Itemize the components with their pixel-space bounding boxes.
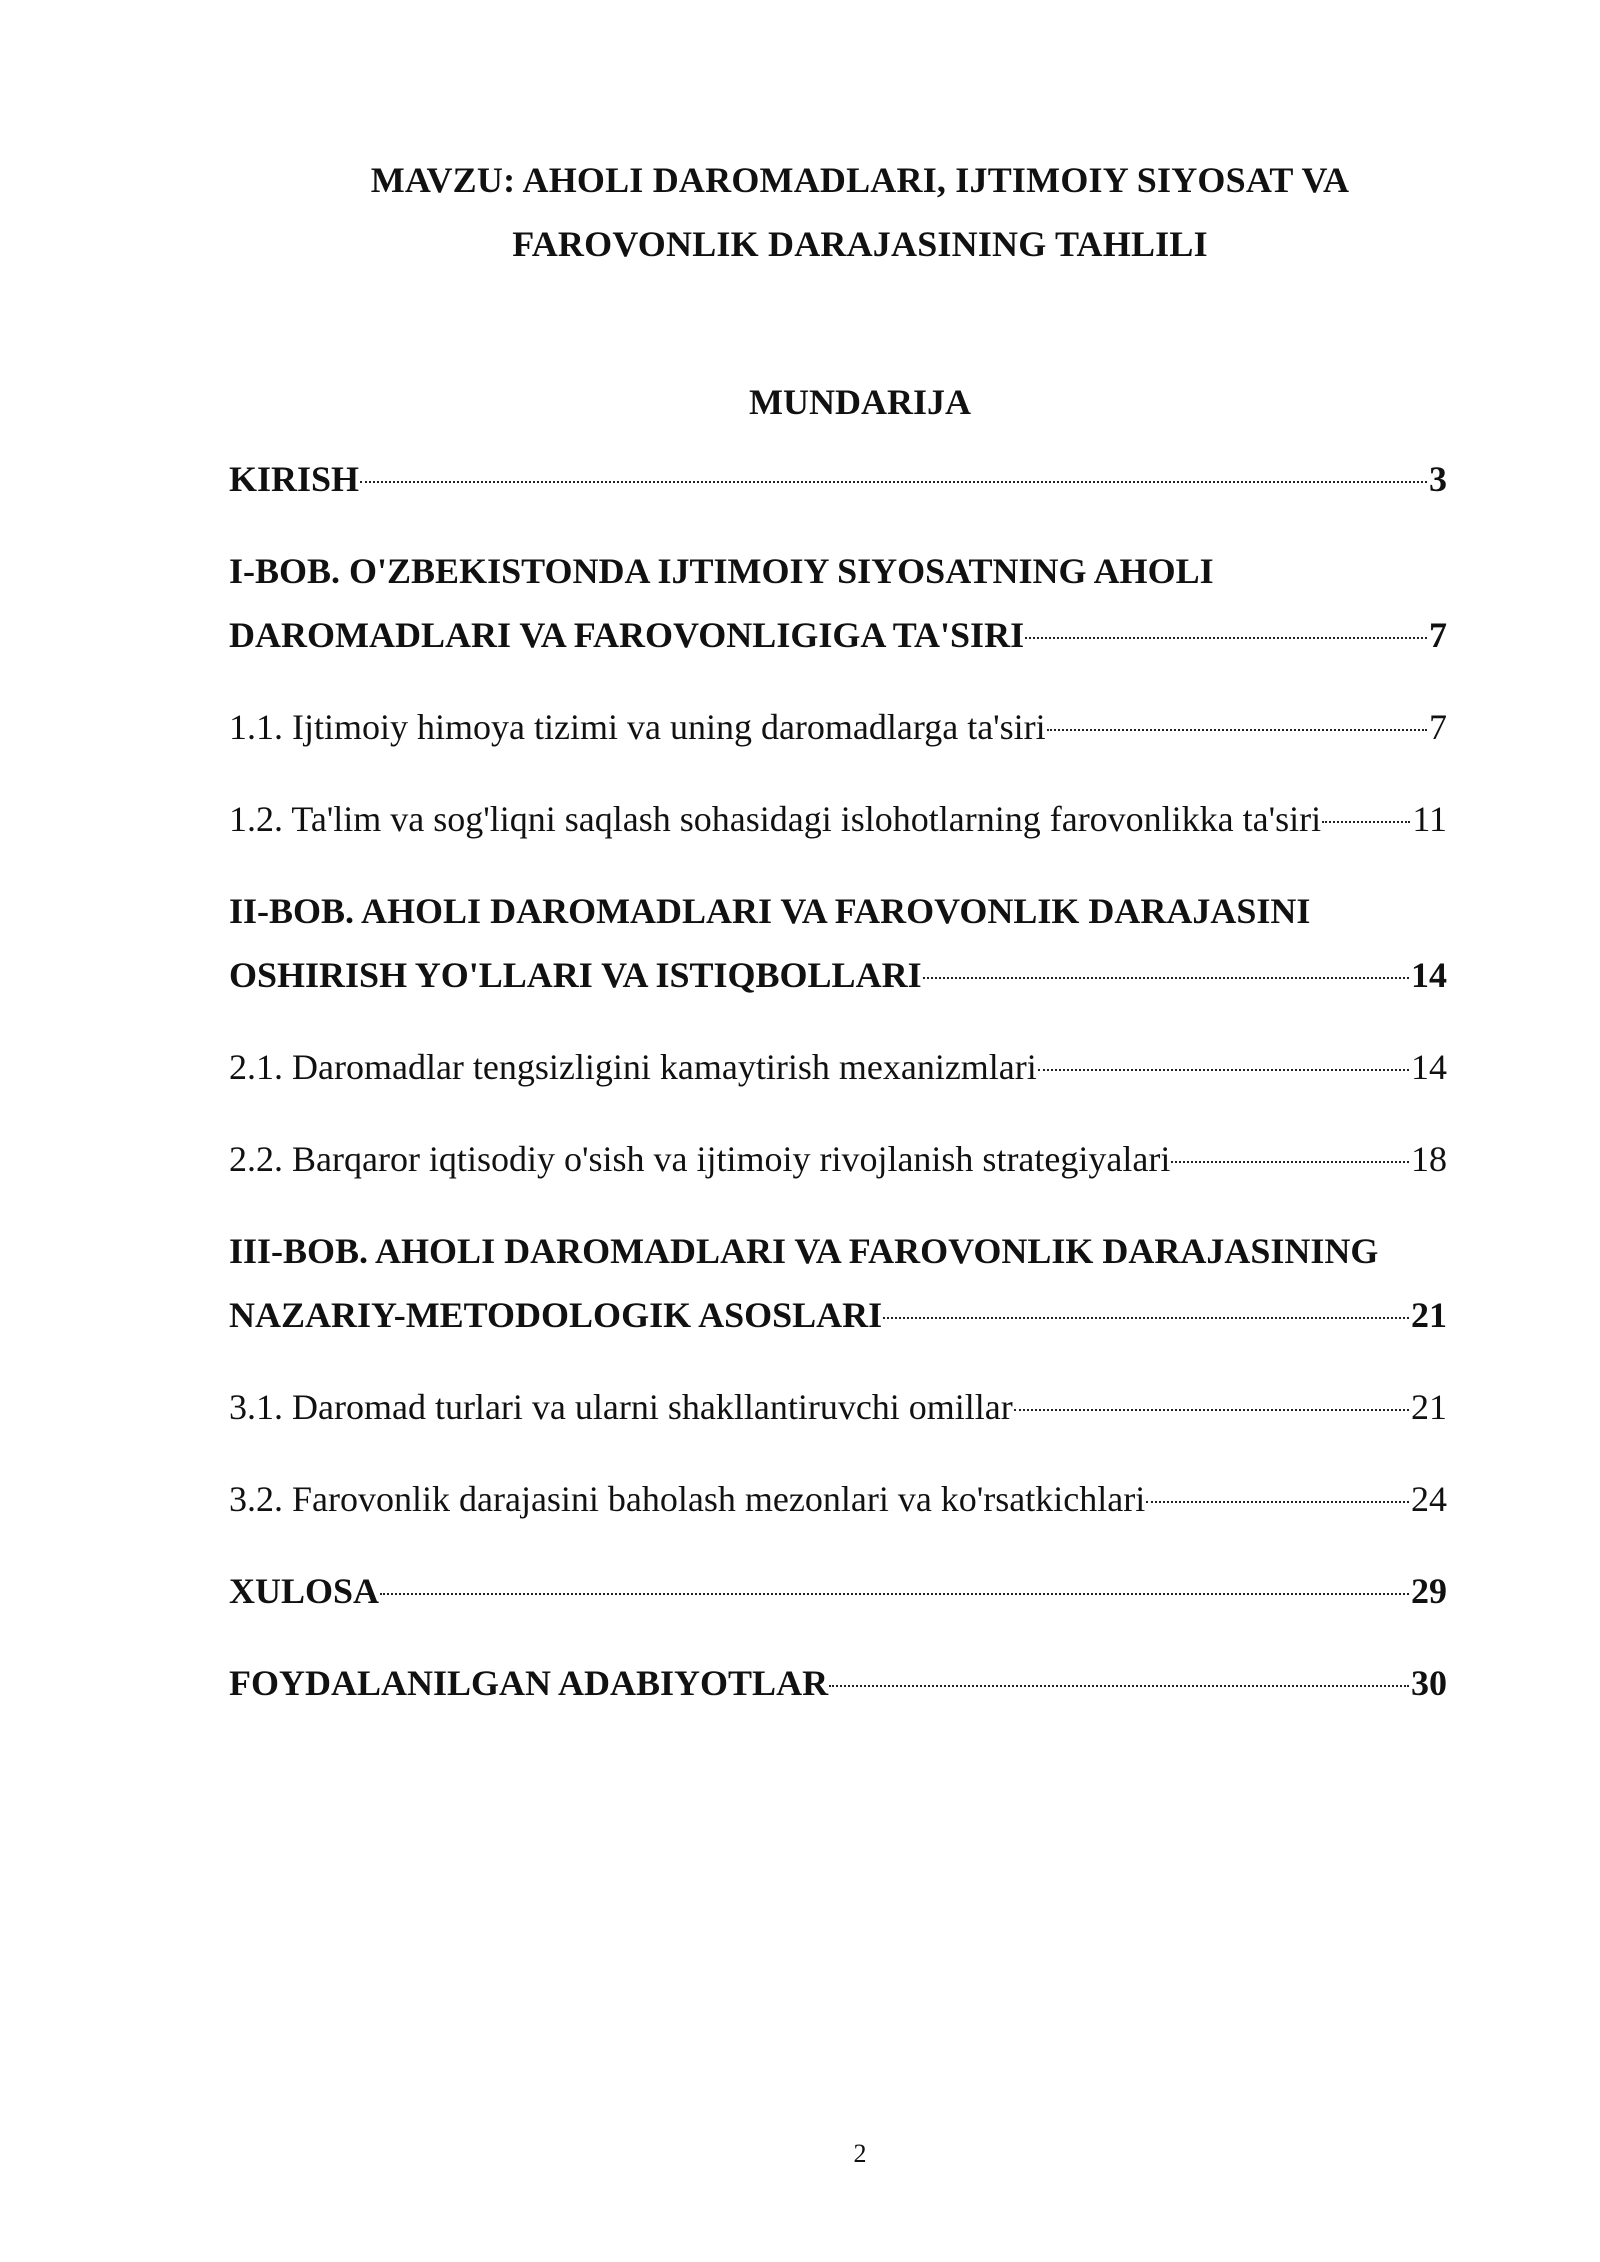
title-line-2: FAROVONLIK DARAJASINING TAHLILI — [512, 224, 1208, 264]
toc-entry-text-line1: II-BOB. AHOLI DAROMADLARI VA FAROVONLIK DARAJASINI — [229, 891, 1311, 931]
toc-page-number: 7 — [1429, 707, 1447, 747]
toc-page-number: 21 — [1411, 1387, 1447, 1427]
page-number: 2 — [853, 2139, 867, 2168]
toc-leader-dots — [380, 1593, 1409, 1595]
toc-page-number: 14 — [1411, 955, 1447, 995]
toc-entry-text: KIRISH — [229, 459, 360, 499]
toc-page-number: 24 — [1411, 1479, 1447, 1519]
toc-entry-chapter-3[interactable] — [229, 1219, 1447, 1347]
toc-leader-dots — [883, 1317, 1409, 1319]
toc-entry-section-2-2[interactable] — [229, 1127, 1447, 1191]
toc-entry-kirish[interactable] — [229, 447, 1447, 511]
toc-entry-text: XULOSA — [229, 1571, 380, 1611]
toc-page-number: 7 — [1429, 615, 1447, 655]
toc-entry-adabiyotlar[interactable] — [229, 1651, 1447, 1715]
toc-entry-text: NAZARIY-METODOLOGIK ASOSLARI — [229, 1295, 883, 1335]
toc-leader-dots — [1322, 821, 1410, 823]
toc-leader-dots — [1038, 1069, 1409, 1071]
toc-leader-dots — [1171, 1161, 1409, 1163]
toc-entry-text-line1: I-BOB. O'ZBEKISTONDA IJTIMOIY SIYOSATNING AHOLI — [229, 551, 1214, 591]
toc-entry-text: 2.2. Barqaror iqtisodiy o'sish va ijtimoiy rivojlanish strategiyalari — [229, 1139, 1171, 1179]
toc-leader-dots — [1047, 729, 1427, 731]
toc-entry-text: DAROMADLARI VA FAROVONLIGIGA TA'SIRI — [229, 615, 1025, 655]
toc-page-number: 11 — [1412, 799, 1447, 839]
toc-leader-dots — [923, 977, 1409, 979]
toc-leader-dots — [1025, 637, 1427, 639]
toc-entry-section-1-2[interactable] — [229, 787, 1447, 851]
toc-entry-chapter-1[interactable] — [229, 539, 1447, 667]
toc-page-number: 30 — [1411, 1663, 1447, 1703]
toc-entry-text: FOYDALANILGAN ADABIYOTLAR — [229, 1663, 829, 1703]
toc-leader-dots — [360, 481, 1427, 483]
toc-entry-text: 3.2. Farovonlik darajasini baholash mezonlari va ko'rsatkichlari — [229, 1479, 1146, 1519]
toc-page-number: 29 — [1411, 1571, 1447, 1611]
toc-entry-xulosa[interactable] — [229, 1559, 1447, 1623]
toc-entry-text: 1.1. Ijtimoiy himoya tizimi va uning daromadlarga ta'siri — [229, 707, 1046, 747]
toc-entry-section-1-1[interactable] — [229, 695, 1447, 759]
toc-leader-dots — [829, 1685, 1409, 1687]
toc-entry-text: OSHIRISH YO'LLARI VA ISTIQBOLLARI — [229, 955, 922, 995]
toc-leader-dots — [1146, 1501, 1409, 1503]
toc-page-number: 21 — [1411, 1295, 1447, 1335]
toc-heading: MUNDARIJA — [749, 382, 971, 422]
toc-entry-chapter-2[interactable] — [229, 879, 1447, 1007]
title-line-1: MAVZU: AHOLI DAROMADLARI, IJTIMOIY SIYOSAT VA — [370, 160, 1350, 200]
toc-leader-dots — [1014, 1409, 1409, 1411]
toc-entry-section-3-2[interactable] — [229, 1467, 1447, 1531]
toc-entry-section-3-1[interactable] — [229, 1375, 1447, 1439]
document-title — [230, 148, 1490, 276]
toc-entry-section-2-1[interactable] — [229, 1035, 1447, 1099]
toc-entry-text: 3.1. Daromad turlari va ularni shakllantiruvchi omillar — [229, 1387, 1013, 1427]
toc-page-number: 18 — [1411, 1139, 1447, 1179]
toc-page-number: 14 — [1411, 1047, 1447, 1087]
toc-entry-text-line1: III-BOB. AHOLI DAROMADLARI VA FAROVONLIK DARAJASINING — [229, 1231, 1379, 1271]
toc-entry-text: 2.1. Daromadlar tengsizligini kamaytirish mexanizmlari — [229, 1047, 1037, 1087]
toc-page-number: 3 — [1429, 459, 1447, 499]
toc-entry-text: 1.2. Ta'lim va sog'liqni saqlash sohasidagi islohotlarning farovonlikka ta'siri — [229, 799, 1322, 839]
